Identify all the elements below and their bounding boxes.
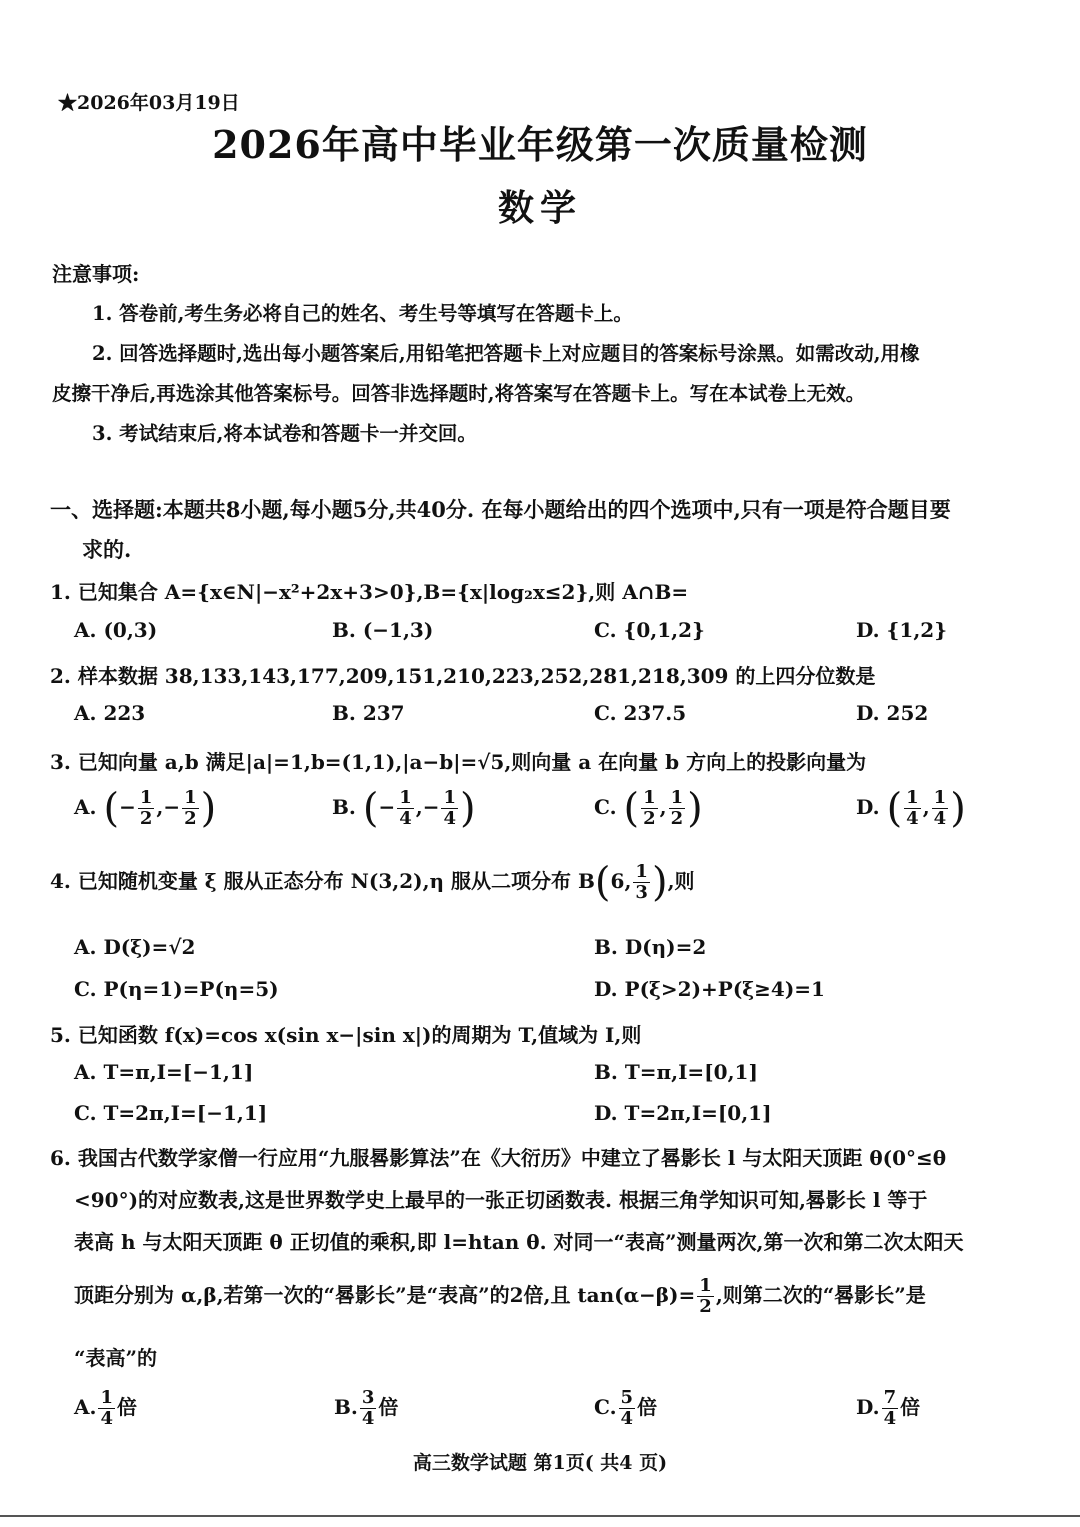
section-heading: 一、选择题:本题共8小题,每小题5分,共40分. 在每小题给出的四个选项中,只有一项是符合题目要 xyxy=(50,497,951,522)
q4-option-b: B. D(η)=2 xyxy=(594,935,707,959)
q5-option-c: C. T=2π,I=[−1,1] xyxy=(74,1101,268,1125)
q6-option-d: D. $\frac{7}{4}$ 倍 xyxy=(856,1387,921,1429)
q2-option-d: D. 252 xyxy=(856,701,929,725)
question-6-line: “表高”的 xyxy=(74,1346,158,1370)
question-6-line: 顶距分别为 α,β,若第一次的“晷影长”是“表高”的2倍,且 tan(α−β)= $\frac{1}{2}$ ,则第二次的“晷影长”是 xyxy=(74,1275,926,1317)
notes-heading: 注意事项: xyxy=(52,262,140,286)
q2-option-c: C. 237.5 xyxy=(594,701,687,725)
section-heading-cont: 求的. xyxy=(82,537,132,562)
q6-option-c: C. $\frac{5}{4}$ 倍 xyxy=(594,1387,658,1429)
note-item: 2. 回答选择题时,选出每小题答案后,用铅笔把答题卡上对应题目的答案标号涂黑。如需改动,用橡 xyxy=(92,342,920,365)
question-6-line: <90°)的对应数表,这是世界数学史上最早的一张正切函数表. 根据三角学知识可知,晷影长 l 等于 xyxy=(74,1188,928,1212)
q5-option-a: A. T=π,I=[−1,1] xyxy=(74,1060,254,1084)
q4-option-c: C. P(η=1)=P(η=5) xyxy=(74,977,279,1001)
exam-title: 2026年高中毕业年级第一次质量检测 xyxy=(212,122,868,167)
q4-option-d: D. P(ξ>2)+P(ξ≥4)=1 xyxy=(594,977,825,1001)
exam-subject: 数学 xyxy=(497,187,582,229)
q5-option-d: D. T=2π,I=[0,1] xyxy=(594,1101,772,1125)
q3-option-d: D. ( $\frac{1}{4}$ , $\frac{1}{4}$ ) xyxy=(856,785,966,832)
bottom-rule xyxy=(0,1515,1080,1517)
question-6-line: 表高 h 与太阳天顶距 θ 正切值的乘积,即 l=htan θ. 对同一“表高”测量两次,第一次和第二次太阳天 xyxy=(74,1230,964,1254)
q2-option-a: A. 223 xyxy=(74,701,146,725)
q1-option-c: C. {0,1,2} xyxy=(594,618,705,642)
question-6-line: 6. 我国古代数学家僧一行应用“九服晷影算法”在《大衍历》中建立了晷影长 l 与太阳天顶距 θ(0°≤θ xyxy=(50,1146,947,1170)
note-item: 1. 答卷前,考生务必将自己的姓名、考生号等填写在答题卡上。 xyxy=(92,302,633,325)
question-1-stem: 1. 已知集合 A={x∈N|−x²+2x+3>0},B={x|log₂x≤2},则 A∩B= xyxy=(50,580,689,604)
q6-option-a: A. $\frac{1}{4}$ 倍 xyxy=(74,1387,138,1429)
q5-option-b: B. T=π,I=[0,1] xyxy=(594,1060,758,1084)
q2-option-b: B. 237 xyxy=(332,701,405,725)
q1-option-d: D. {1,2} xyxy=(856,618,948,642)
q6-option-b: B. $\frac{3}{4}$ 倍 xyxy=(334,1387,399,1429)
q3-option-a: A. (− $\frac{1}{2}$ ,− $\frac{1}{2}$ ) xyxy=(74,785,217,832)
note-item: 3. 考试结束后,将本试卷和答题卡一并交回。 xyxy=(92,422,477,445)
q1-option-a: A. (0,3) xyxy=(74,618,158,642)
exam-date: ★2026年03月19日 xyxy=(58,92,240,114)
question-2-stem: 2. 样本数据 38,133,143,177,209,151,210,223,252,281,218,309 的上四分位数是 xyxy=(50,664,876,688)
page-footer: 高三数学试题 第1页( 共4 页) xyxy=(412,1452,668,1474)
question-4-stem: 4. 已知随机变量 ξ 服从正态分布 N(3,2),η 服从二项分布 B(6, $\frac{1}{3}$ ),则 xyxy=(50,859,695,906)
q3-option-b: B. (− $\frac{1}{4}$ ,− $\frac{1}{4}$ ) xyxy=(332,785,476,832)
note-item: 皮擦干净后,再选涂其他答案标号。回答非选择题时,将答案写在答题卡上。写在本试卷上无效。 xyxy=(52,382,866,405)
question-3-stem: 3. 已知向量 a,b 满足|a|=1,b=(1,1),|a−b|=√5,则向量 a 在向量 b 方向上的投影向量为 xyxy=(50,750,867,774)
q4-option-a: A. D(ξ)=√2 xyxy=(74,935,196,959)
q3-option-c: C. ( $\frac{1}{2}$ , $\frac{1}{2}$ ) xyxy=(594,785,703,832)
question-5-stem: 5. 已知函数 f(x)=cos x(sin x−|sin x|)的周期为 T,值域为 I,则 xyxy=(50,1023,642,1047)
q1-option-b: B. (−1,3) xyxy=(332,618,434,642)
